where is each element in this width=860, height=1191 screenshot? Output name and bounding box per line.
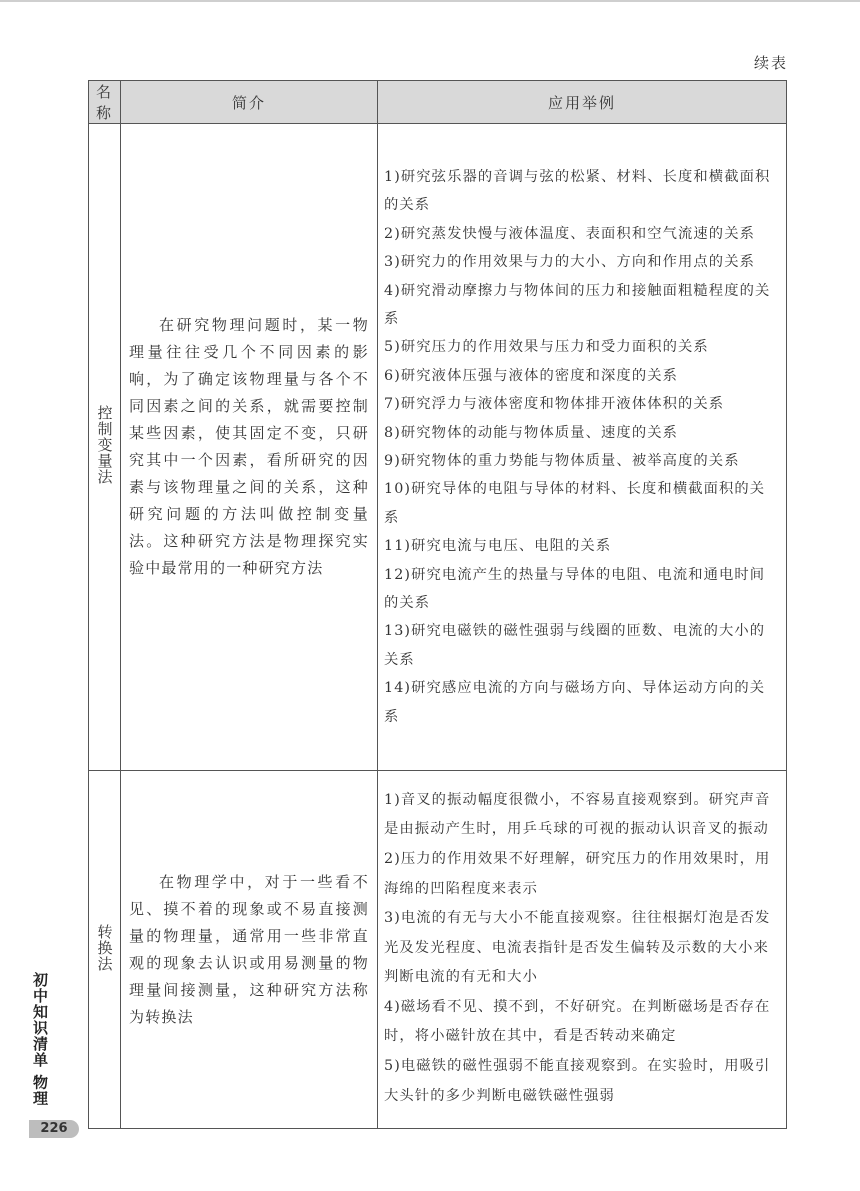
method-intro-cell	[121, 771, 378, 1129]
example-item: 6)研究液体压强与液体的密度和深度的关系	[384, 367, 679, 384]
example-item: 1)音叉的振动幅度很微小，不容易直接观察到。研究声音是由振动产生时，用乒乓球的可视的振动认识音叉的振动	[384, 791, 771, 838]
example-item: 2)研究蒸发快慢与液体温度、表面积和空气流速的关系	[384, 225, 755, 242]
example-item: 10)研究导体的电阻与导体的材料、长度和横截面积的关系	[384, 481, 766, 526]
method-name: 转换法	[95, 923, 114, 972]
example-item: 3)电流的有无与大小不能直接观察。往往根据灯泡是否发光及发光程度、电流表指针是否发生偏转及示数的大小来判断电流的有无和大小	[384, 910, 771, 986]
page-number: 226	[29, 1120, 79, 1138]
example-item: 8)研究物体的动能与物体质量、速度的关系	[384, 424, 679, 441]
continuation-label: 续表	[753, 54, 788, 72]
method-name-cell	[89, 124, 121, 771]
method-name-cell	[89, 771, 121, 1129]
example-item: 1)研究弦乐器的音调与弦的松紧、材料、长度和横截面积的关系	[384, 168, 771, 214]
method-examples-cell	[378, 771, 787, 1129]
example-item: 7)研究浮力与液体密度和物体排开液体体积的关系	[384, 396, 725, 413]
example-item: 4)研究滑动摩擦力与物体间的压力和接触面粗糙程度的关系	[384, 282, 771, 327]
method-examples-cell	[378, 124, 787, 771]
header-name: 名称	[89, 81, 121, 124]
example-item: 5)电磁铁的磁性强弱不能直接观察到。在实验时，用吸引大头针的多少判断电磁铁磁性强弱	[384, 1058, 771, 1104]
table-row	[89, 124, 787, 771]
top-rule	[0, 0, 860, 2]
example-item: 13)研究电磁铁的磁性强弱与线圈的匝数、电流的大小的关系	[384, 623, 766, 668]
example-item: 9)研究物体的重力势能与物体质量、被举高度的关系	[384, 453, 740, 469]
example-item: 2)压力的作用效果不好理解，研究压力的作用效果时，用海绵的凹陷程度来表示	[384, 850, 771, 897]
book-side-title: 初中知识清单 物理	[31, 972, 49, 1107]
header-examples: 应用举例	[378, 81, 787, 124]
example-item: 3)研究力的作用效果与力的大小、方向和作用点的关系	[384, 254, 755, 271]
method-intro: 在研究物理问题时，某一物理量往往受几个不同因素的影响，为了确定该物理量与各个不同因素之间的关系，就需要控制某些因素，使其固定不变，只研究其中一个因素，看所研究的因素与该物理量之间的关系，这种研究问题的方法叫做控制变量法。这种研究方法是物理探究实验中最常用的一种研究方法	[129, 316, 369, 577]
method-intro: 在物理学中，对于一些看不见、摸不着的现象或不易直接测量的物理量，通常用一些非常直观的现象去认识或用易测量的物理量间接测量，这种研究方法称为转换法	[129, 872, 369, 1026]
header-intro: 简介	[121, 81, 378, 124]
example-item: 5)研究压力的作用效果与压力和受力面积的关系	[384, 339, 709, 356]
table-header-row	[89, 81, 787, 124]
example-item: 14)研究感应电流的方向与磁场方向、导体运动方向的关系	[384, 680, 766, 725]
example-item: 12)研究电流产生的热量与导体的电阻、电流和通电时间的关系	[384, 566, 766, 612]
table-row	[89, 771, 787, 1129]
example-item: 4)磁场看不见、摸不到，不好研究。在判断磁场是否存在时，将小磁针放在其中，看是否转动来确定	[384, 998, 771, 1045]
methods-table	[88, 80, 787, 1129]
method-intro-cell	[121, 124, 378, 771]
method-name: 控制变量法	[95, 405, 114, 485]
example-item: 11)研究电流与电压、电阻的关系	[384, 538, 612, 555]
